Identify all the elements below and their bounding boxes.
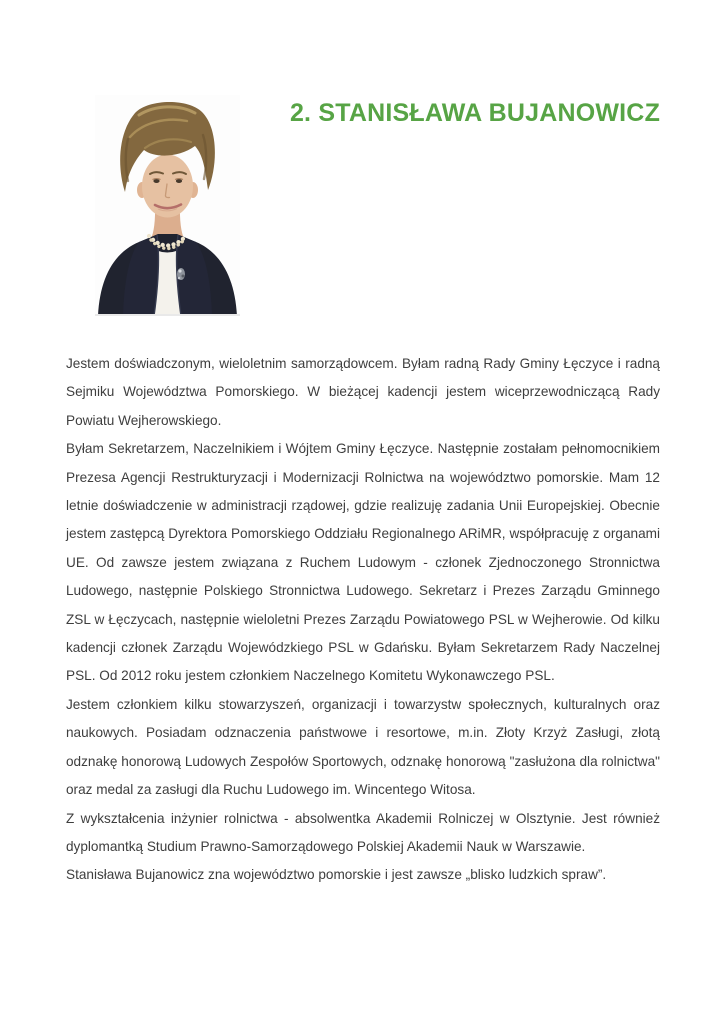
biography-paragraph-intro: Jestem doświadczonym, wieloletnim samorządowcem. Byłam radną Rady Gminy Łęczyce i radną Sejmiku Województwa Pomorskiego. W bieżącej kadencji jestem wiceprzewodniczącą Rady Powiatu Wejherowskiego. [66, 356, 660, 428]
photo-bottom-edge [95, 314, 240, 316]
biography-text [66, 350, 660, 890]
biography-paragraph-motto: Stanisława Bujanowicz zna województwo pomorskie i jest zawsze „blisko ludzkich spraw”. [66, 867, 607, 883]
biography-paragraph-education: Z wykształcenia inżynier rolnictwa - absolwentka Akademii Rolniczej w Olsztynie. Jest również dyplomantką Studium Prawno-Samorządowego Polskiej Akademii Nauk w Warszawie. [66, 810, 660, 854]
page-title: 2. STANISŁAWA BUJANOWICZ [289, 99, 661, 127]
portrait-photo [95, 95, 240, 316]
biography-paragraph-awards: Jestem członkiem kilku stowarzyszeń, organizacji i towarzystw społecznych, kulturalnych oraz naukowych. Posiadam odznaczenia państwowe i resortowe, m.in. Złoty Krzyż Zasługi, złotą odznakę honorową Ludowych Zespołów Sportowych, odznakę honorową "zasłużona dla rolnictwa" oraz medal za zasługi dla Ruchu Ludowego im. Wincentego Witosa. [66, 696, 660, 798]
portrait-brooch [177, 268, 185, 280]
portrait-photo-illustration [95, 95, 240, 316]
biography-paragraph-career: Byłam Sekretarzem, Naczelnikiem i Wójtem Gminy Łęczyce. Następnie zostałam pełnomocnikiem Prezesa Agencji Restrukturyzacji i Modernizacji Rolnictwa na województwo pomorskie. Mam 12 letnie doświadczenie w administracji rządowej, gdzie realizuję zadania Unii Europejskiej. Obecnie jestem zastępcą Dyrektora Pomorskiego Oddziału Regionalnego ARiMR, współpracuję z organami UE. Od zawsze jestem związana z Ruchem Ludowym - członek Zjednoczonego Stronnictwa Ludowego, następnie Polskiego Stronnictwa Ludowego. Sekretarz i Prezes Zarządu Gminnego ZSL w Łęczycach, następnie wieloletni Prezes Zarządu Powiatowego PSL w Wejherowie. Od kilku kadencji członek Zarządu Wojewódzkiego PSL w Gdańsku. Byłam Sekretarzem Rady Naczelnej PSL. Od 2012 roku jestem członkiem Naczelnego Komitetu Wykonawczego PSL. [66, 441, 660, 684]
